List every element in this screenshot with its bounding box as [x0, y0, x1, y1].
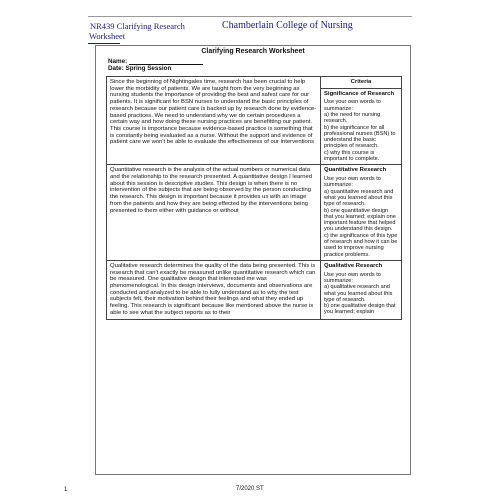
worksheet-page	[95, 45, 411, 475]
quantitative-response: Quantitative research is the analysis of the actual numbers or numerical data and the relationship to the research presented. A quantitative design I learned about this session is descriptive studies. This design is when there is no intervention of the subjects that are being observed by the person conducting the research. This design is important because it provides us with an image from the patients and how they are being effected by the interventions being presented to them either with guidance or without	[107, 165, 321, 261]
name-label: Name:	[108, 58, 128, 65]
worksheet-meta	[108, 58, 203, 72]
date-label: Date:	[108, 65, 124, 72]
course-title-line2: Worksheet	[89, 31, 126, 41]
name-field[interactable]	[129, 58, 203, 65]
criteria-header: Criteria	[321, 77, 402, 89]
course-title-line1: NR439 Clarifying Research	[90, 21, 185, 31]
header-underline	[88, 43, 120, 44]
worksheet-title: Clarifying Research Worksheet	[201, 48, 305, 55]
name-row	[108, 58, 203, 65]
criteria-title: Quantitative Research	[324, 167, 387, 174]
criteria-text: Use your own words to summarize: a) the need for nursing research. b) the significance for all professional nurses (BSN) to understand the basic principles of research. c) why this course is important to complete.	[324, 99, 396, 163]
qualitative-criteria	[321, 260, 402, 319]
date-row	[108, 65, 203, 72]
worksheet-table	[106, 76, 402, 320]
table-row	[107, 77, 402, 89]
criteria-text: Use your own words to summarize: a) qualitative research and what you learned about this type of research. b) one qualitative design that you learned; explain	[324, 271, 396, 316]
quantitative-criteria	[321, 165, 402, 261]
college-name: Chamberlain College of Nursing	[222, 20, 353, 31]
table-row	[107, 260, 402, 319]
page-number: 1	[64, 487, 68, 493]
course-title	[89, 21, 185, 41]
criteria-title: Qualitative Research	[324, 262, 383, 269]
criteria-title: Significance of Research	[324, 90, 395, 97]
significance-criteria	[321, 88, 402, 165]
header-rule	[88, 16, 412, 17]
significance-response: Since the beginning of Nightingales time, research has been crucial to help lower the morbidity of patients. We are taught from the very beginning as nursing students the importance of providing the best and safest care for our patients. It is significant for BSN nurses to understand the basic principles of research because our patient care is backed up by research done by evidence-based practices. We need to understand why we do certain procedures a certain way and how doing these nursing practices are benefitting our patient. This course is importance because evidence-based practice is something that is constantly being evaluated as a nurse. Without the support and evidence of patient care we won't be able to evaluate the effectiveness of our interventions	[107, 77, 321, 165]
table-row	[107, 165, 402, 261]
date-value: Spring Session	[125, 65, 172, 72]
criteria-text: Use your own words to summarize: a) quantitative research and what you learned about this type of research. b) one quantitative design that you learned; explain one important feature that helped you understand this design. c) the significance of this type of research and how it can be used to improve nursing practice problems.	[324, 176, 398, 258]
footer-date: 7/2020 ST	[236, 486, 264, 492]
qualitative-response: Qualitative research determines the quality of the data being presented. This is research that can't exactly be measured unlike quantitative research which can be measured. One qualitative design that interested me was phenomenological. In this design interviews, documents and observations are conducted and analyzed to be able to fully understand as to why the test subjects felt, their motivation behind their feelings and what they ended up feeling. This research is significant because like mentioned above the nurse is able to see what the subject reports as to their	[107, 260, 321, 319]
